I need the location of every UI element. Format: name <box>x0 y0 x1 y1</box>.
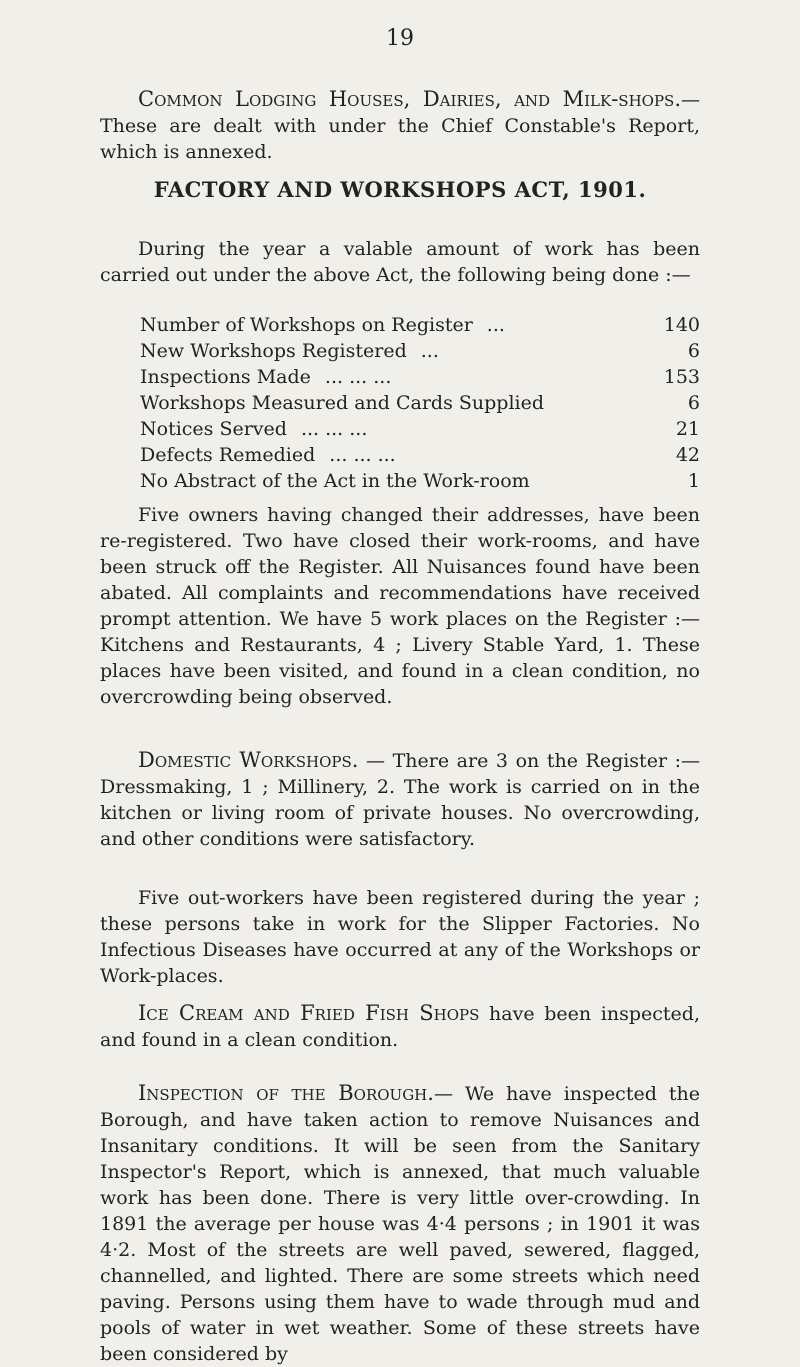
section-lead-ice-cream: Ice Cream and Fried Fish Shops <box>138 1001 480 1025</box>
statistic-value: 21 <box>675 418 700 440</box>
section-lead-common-lodging: Common Lodging Houses, Dairies, and Milk-shops. <box>138 87 681 111</box>
paragraph-intro: During the year a valable amount of work has been carried out under the above Act, the following being done :— <box>100 238 700 286</box>
section-lead-inspection: Inspection of the Borough. <box>138 1081 434 1105</box>
statistic-label: Notices Served <box>140 418 287 440</box>
statistic-label: Number of Workshops on Register <box>140 314 473 336</box>
statistic-label: Defects Remedied <box>140 444 316 466</box>
statistics-row <box>140 338 700 364</box>
statistic-value: 6 <box>687 392 700 414</box>
leader-dots: ... <box>486 314 505 336</box>
paragraph-out-workers: Five out-workers have been registered during the year ; these persons take in work for the Slipper Factories. No Infectious Diseases have occurred at any of the Workshops or Work-places. <box>100 887 700 987</box>
paragraph-five-owners: Five owners having changed their addresses, have been re-registered. Two have closed their work-rooms, and have been struck off the Register. All Nuisances found have been abated. All complaints and recommendations have received prompt attention. We have 5 work places on the Register :—Kitchens and Restaurants, 4 ; Livery Stable Yard, 1. These places have been visited, and found in a clean condition, no overcrowding being observed. <box>100 504 700 708</box>
leader-dots: ... ... ... <box>300 418 368 440</box>
workshop-statistics-table <box>140 312 700 494</box>
leader-dots: ... ... ... <box>329 444 396 466</box>
statistic-value: 6 <box>687 340 700 362</box>
statistics-row <box>140 468 700 494</box>
leader-dots: ... ... ... <box>324 366 392 388</box>
statistics-row <box>140 442 700 468</box>
statistics-row <box>140 390 700 416</box>
statistic-value: 140 <box>663 314 700 336</box>
statistic-label: Inspections Made <box>140 366 311 388</box>
leader-dots: ... <box>420 340 439 362</box>
paragraph-domestic-workshops <box>100 747 700 852</box>
section-lead-domestic-workshops: Domestic Workshops. <box>138 748 359 772</box>
statistics-row <box>140 416 700 442</box>
paragraph-text: have been inspected, and found in a clean condition. <box>100 1003 700 1051</box>
paragraph-text: — We have inspected the Borough, and have taken action to remove Nuisances and Insanitary conditions. It will be seen from the Sanitary Inspector's Report, which is annexed, that much valuable work has been done. There is very little over-crowding. In 1891 the average per house was 4·4 persons ; in 1901 it was 4·2. Most of the streets are well paved, sewered, flagged, channelled, and lighted. There are some streets which need paving. Persons using them have to wade through mud and pools of water in wet weather. Some of these streets have been considered by <box>100 1083 700 1365</box>
paragraph-ice-cream <box>100 1000 700 1053</box>
page-number: 19 <box>386 26 414 51</box>
statistic-value: 1 <box>687 470 700 492</box>
paragraph-text: — There are 3 on the Register :—Dressmaking, 1 ; Millinery, 2. The work is carried on in the kitchen or living room of private houses. No overcrowding, and other conditions were satisfactory. <box>100 750 701 850</box>
paragraph-common-lodging <box>100 86 700 165</box>
paragraph-inspection-borough <box>100 1080 700 1367</box>
statistics-row <box>140 364 700 390</box>
statistics-row <box>140 312 700 338</box>
statistic-label: No Abstract of the Act in the Work-room <box>140 470 530 492</box>
section-heading-factory-act: FACTORY AND WORKSHOPS ACT, 1901. <box>153 177 647 202</box>
statistic-label: Workshops Measured and Cards Supplied <box>140 392 545 414</box>
paragraph-text: —These are dealt with under the Chief Constable's Report, which is annexed. <box>100 89 700 163</box>
statistic-value: 153 <box>663 366 700 388</box>
statistic-label: New Workshops Registered <box>140 340 407 362</box>
statistic-value: 42 <box>675 444 700 466</box>
